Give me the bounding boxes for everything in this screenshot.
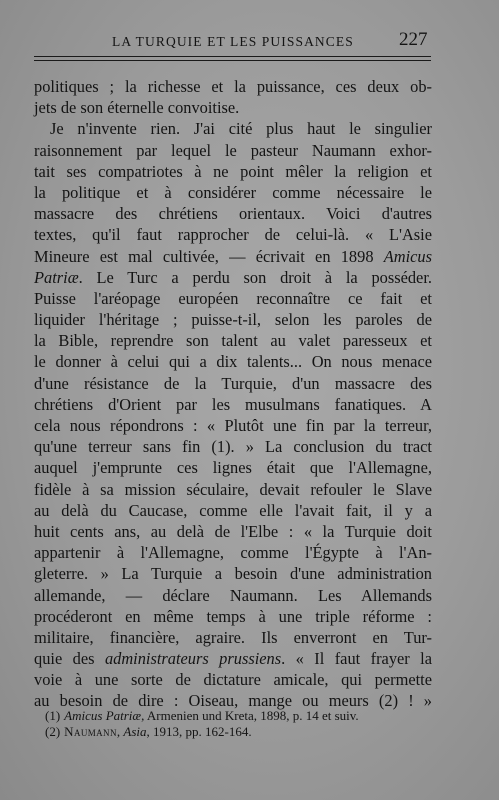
text-line: fidèle à sa mission séculaire, devait refouler le Slave bbox=[34, 479, 432, 499]
text-line: Je n'invente rien. J'ai cité plus haut le singulier bbox=[50, 119, 432, 139]
page-header bbox=[0, 28, 499, 54]
text-line: appartenir à l'Allemagne, comme l'Égypte à l'An- bbox=[34, 543, 432, 563]
text-line: chrétiens d'Orient par les musulmans fanatiques. A bbox=[34, 394, 432, 414]
footnote-marker: (1) bbox=[45, 708, 61, 723]
text-line: tait ses compatriotes à ne point mêler la religion et bbox=[34, 161, 432, 181]
text-line: qu'une terreur sans fin (1). » La conclusion du tract bbox=[34, 437, 432, 457]
text-line: cela nous répondrons : « Plutôt une fin par la terreur, bbox=[34, 416, 432, 435]
page-number: 227 bbox=[399, 29, 428, 50]
text-line: le donner à celui qui a dix talents... On nous menace bbox=[34, 352, 432, 372]
text-line: gleterre. » La Turquie a besoin d'une administration bbox=[34, 564, 432, 584]
text-line: jets de son éternelle convoitise. bbox=[34, 98, 240, 118]
text-line: textes, qu'il faut rapprocher de celui-là. « L'Asie bbox=[34, 225, 432, 245]
text-line: militaire, financière, agraire. Ils enverront en Tur- bbox=[34, 627, 432, 647]
text-line: la politique et à considérer comme nécessaire le bbox=[34, 182, 432, 202]
text-line: procéderont en même temps à une triple réforme : bbox=[34, 606, 432, 626]
text-line: allemande, — déclare Naumann. Les Allemands bbox=[34, 585, 432, 605]
footnote-2: (2) Naumann, Asia, 1913, pp. 162-164. bbox=[45, 724, 252, 739]
text-line: au besoin de dire : Oiseau, mange ou meurs (2) ! » bbox=[34, 691, 432, 711]
text-line: huit cents ans, au delà de l'Elbe : « la Turquie doit bbox=[34, 521, 432, 541]
footnotes bbox=[45, 708, 435, 740]
running-title: LA TURQUIE ET LES PUISSANCES bbox=[112, 34, 354, 49]
text-line: politiques ; la richesse et la puissance, ces deux ob- bbox=[34, 77, 432, 96]
text-line: voie à une sorte de dictature amicale, qui permette bbox=[34, 670, 432, 690]
text-line: quie des administrateurs prussiens. « Il faut frayer la bbox=[34, 649, 432, 669]
text-line: d'une résistance de la Turquie, d'un massacre des bbox=[34, 373, 432, 393]
footnote-1: (1) Amicus Patriæ, Armenien und Kreta, 1898, p. 14 et suiv. bbox=[45, 708, 359, 723]
text-line: raisonnement par lequel le pasteur Naumann exhor- bbox=[34, 140, 432, 160]
text-line: Puisse l'aréopage européen reconnaître ce fait et bbox=[34, 288, 432, 308]
text-line: liquider l'héritage ; puisse-t-il, selon les paroles de bbox=[34, 310, 432, 330]
text-line: auquel j'emprunte ces lignes était que l'Allemagne, bbox=[34, 458, 432, 478]
text-line: Patriæ. Le Turc a perdu son droit à la posséder. bbox=[34, 267, 432, 287]
text-line: massacre des chrétiens orientaux. Voici d'autres bbox=[34, 204, 432, 224]
text-line: Mineure est mal cultivée, — écrivait en 1898 Amicus bbox=[34, 246, 432, 266]
text-line: au delà du Caucase, comme elle l'avait fait, il y a bbox=[34, 500, 432, 520]
footnote-marker: (2) bbox=[45, 724, 61, 739]
text-line: la Bible, reprendre son talent au valet paresseux et bbox=[34, 331, 432, 351]
body-text bbox=[34, 76, 432, 712]
header-rule-top bbox=[34, 56, 431, 57]
header-rule-bottom bbox=[34, 60, 431, 61]
